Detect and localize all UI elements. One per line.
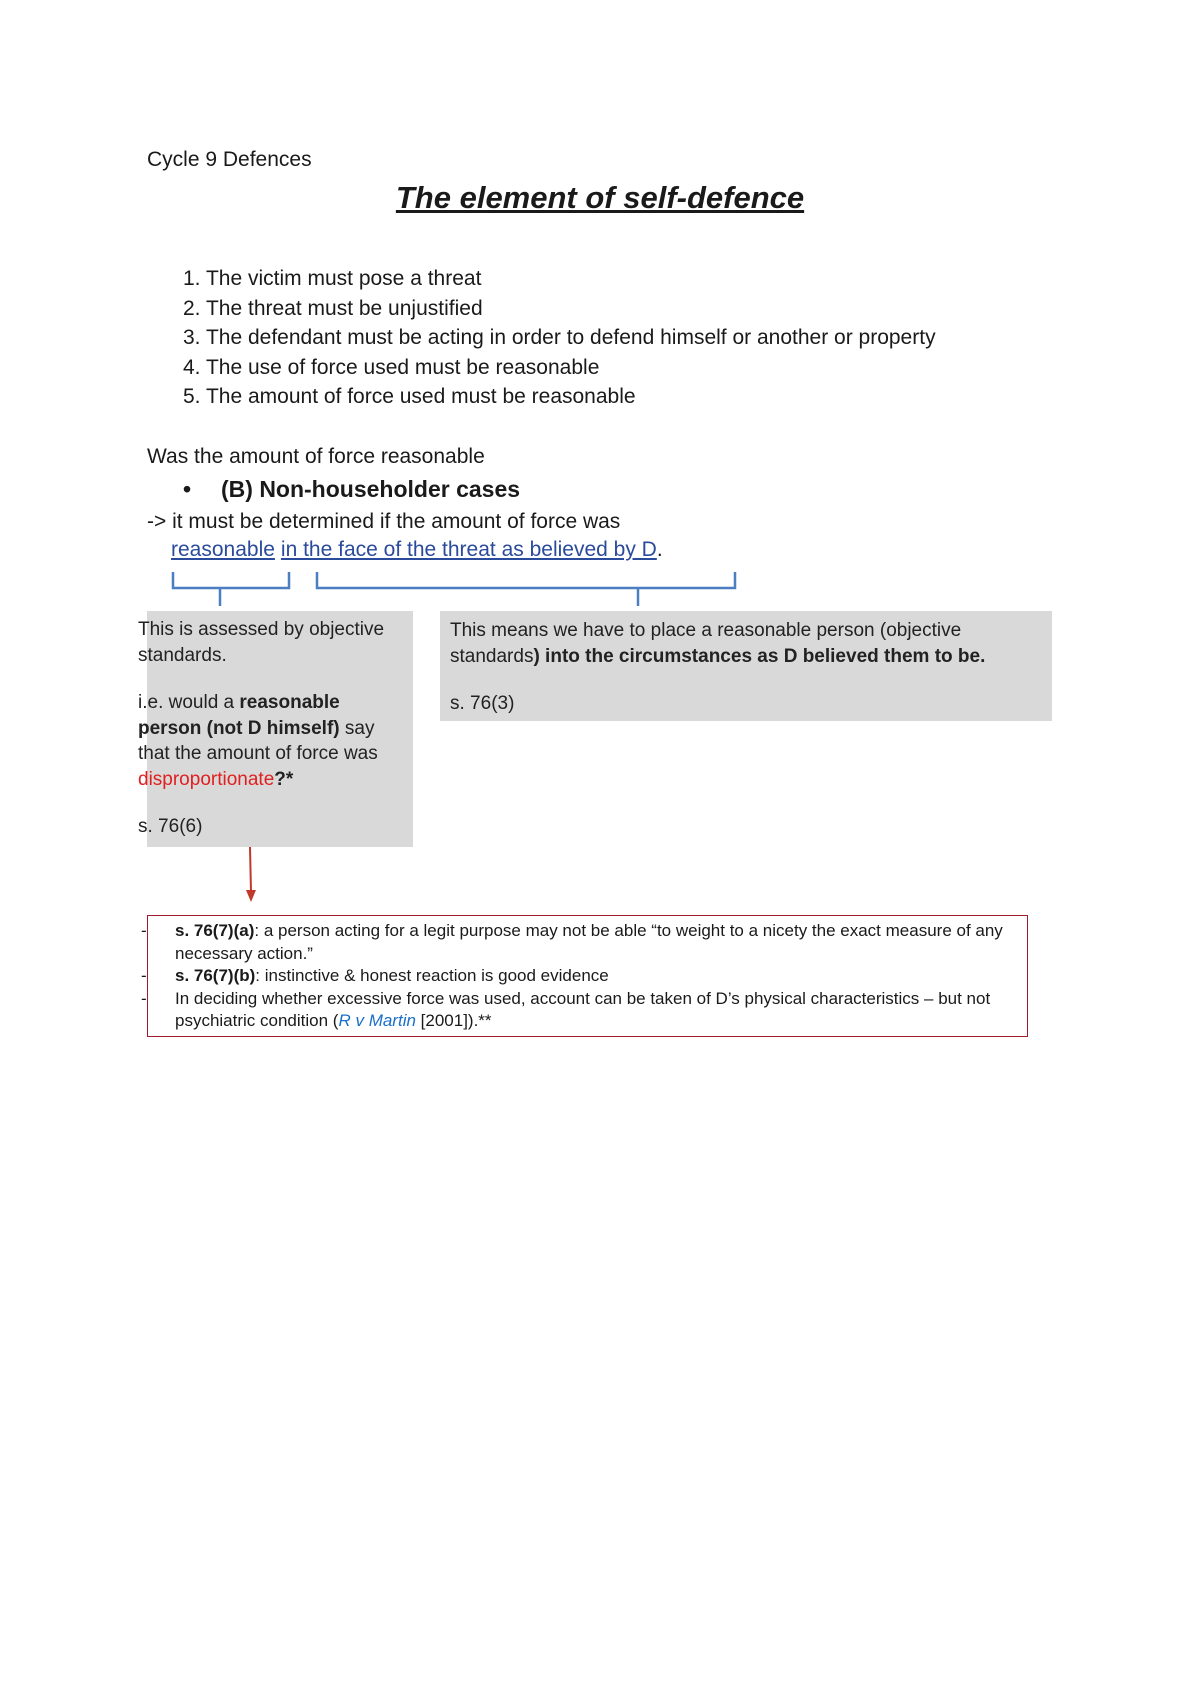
list-item: 3. The defendant must be acting in order to defend himself or another or property [183,326,936,349]
reasonable-link[interactable]: reasonable [171,538,275,561]
list-item: 4. The use of force used must be reasonable [183,355,600,379]
lead-text: -> it must be determined if the amount of force was [147,510,621,533]
bracket-right-icon [317,572,735,606]
case-name: R v Martin [338,1011,416,1030]
page-title: The element of self-defence [395,180,805,215]
list-item: 5. The amount of force used must be reasonable [183,385,636,408]
box-right-text: This means we have to place a reasonable person (objective standards) into the circumstances as D believed them to be. [450,620,986,667]
box-left-ref: s. 76(6) [138,816,203,837]
objective-test-box [138,611,413,847]
cycle-label: Cycle 9 Defences [147,148,312,171]
threat-belief-link[interactable]: in the face of the threat as believed by D [280,538,657,561]
notes-box [141,915,1028,1037]
bracket-left-icon [173,572,289,606]
list-item: 1. The victim must pose a threat [183,267,482,290]
box-left-intro: This is assessed by objective standards. [138,619,385,666]
box-right-ref: s. 76(3) [450,693,515,714]
note-item: - s. 76(7)(b): instinctive & honest reaction is good evidence [141,966,609,985]
note-item: - In deciding whether excessive force was used, account can be taken of D’s physical characteristics – but not psychiatric condition (R v Martin [2001]).** [141,988,991,1030]
box-left-question: i.e. would a reasonable person (not D himself) say that the amount of force was disproportionate?* [138,692,378,790]
disproportionate-word: disproportionate [138,768,275,790]
list-item: 2. The threat must be unjustified [183,296,483,320]
bullet-dot-icon: • [183,476,192,502]
bullet-heading-text: (B) Non-householder cases [221,476,521,502]
link-period: . [656,538,663,561]
subjective-test-box [440,611,1052,721]
section-question: Was the amount of force reasonable [147,445,485,468]
note-item: - s. 76(7)(a): a person acting for a legit purpose may not be able “to weight to a nicety the exact measure of any necessary action.” [141,921,1003,963]
